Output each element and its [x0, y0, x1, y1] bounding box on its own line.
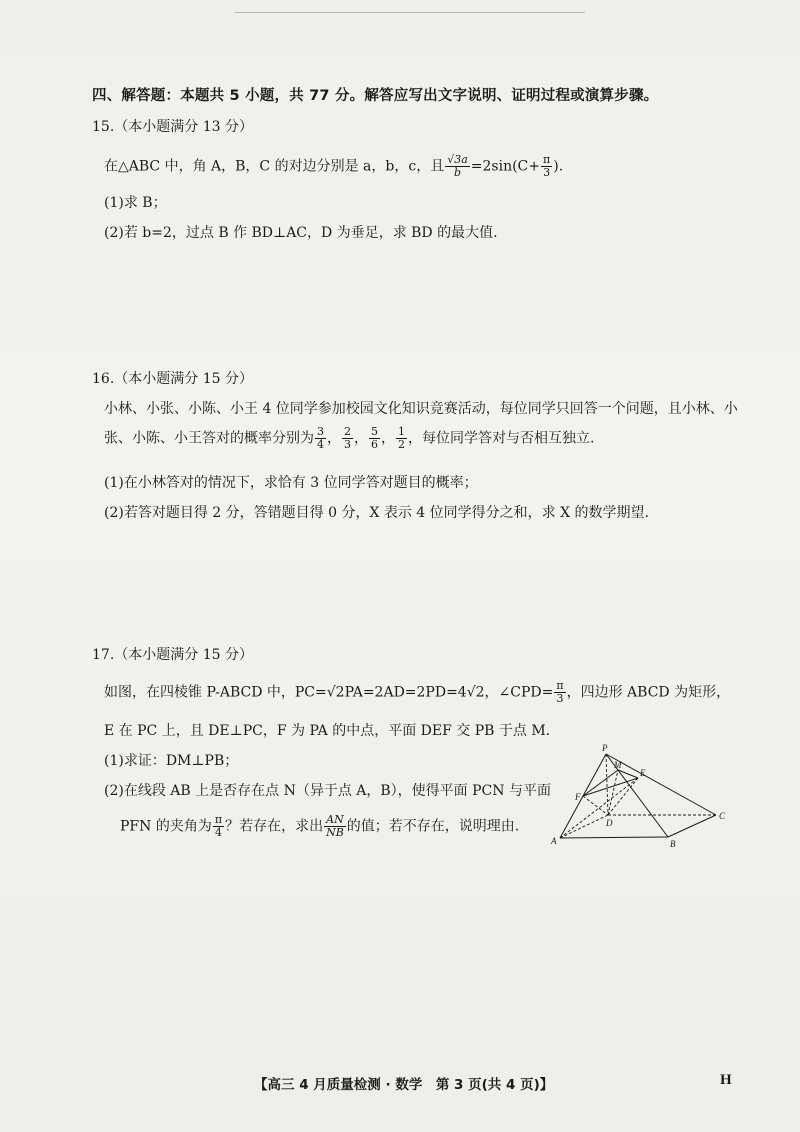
q16-p1-num: 3	[317, 425, 324, 438]
q16-p4-num: 1	[398, 425, 405, 438]
q17-angle-fraction	[554, 680, 565, 705]
q17-ang-den: 3	[556, 692, 564, 705]
q17-q-fraction	[213, 814, 224, 839]
edge-FD	[583, 796, 608, 815]
label-D: D	[606, 818, 613, 828]
q17-part2a: (2)在线段 AB 上是否存在点 N（异于点 A，B），使得平面 PCN 与平面	[104, 783, 551, 799]
section-heading: 四、解答题：本题共 5 小题，共 77 分。解答应写出文字说明、证明过程或演算步骤。	[92, 88, 659, 104]
q16-title: 16.（本小题满分 15 分）	[92, 371, 253, 387]
label-P: P	[602, 743, 608, 753]
q16-p3-num: 5	[371, 425, 378, 438]
q16-stem2-pre: 张、小陈、小王答对的概率分别为	[104, 430, 314, 447]
pyramid-diagram	[548, 740, 748, 855]
q16-stem2: 张、小陈、小王答对的概率分别为 $\frac{3}{4}$ ， $\frac{2}{3}$ ， $\frac{5}{6}$ ， $\frac{1}{2}$ ，每位同学答对与否相互独立.	[104, 425, 595, 451]
top-border-line	[235, 12, 585, 13]
label-E: E	[640, 768, 646, 778]
q17-stem1	[104, 680, 730, 705]
q17-stem1-pre: 如图，在四棱锥 P-ABCD 中，PC=√2PA=2AD=2PD=4√2，∠CPD=	[104, 684, 554, 701]
q15-stem	[104, 154, 563, 179]
label-F: F	[575, 792, 581, 802]
q17-r-den: NB	[326, 826, 344, 839]
pyramid-figure	[548, 740, 748, 855]
q16-p4-den: 2	[398, 438, 405, 451]
q15-stem-mid: =2sin(C+	[470, 158, 541, 175]
q17-title: 17.（本小题满分 15 分）	[92, 647, 253, 663]
q17-part1: (1)求证：DM⊥PB；	[104, 753, 239, 769]
q17-q-num: π	[214, 813, 223, 826]
q16-p2	[342, 426, 353, 451]
label-M: M	[614, 760, 622, 770]
q15-stem-pre: 在△ABC 中，角 A，B，C 的对边分别是 a，b，c，且	[104, 158, 445, 175]
q16-p2-num: 2	[344, 425, 351, 438]
q15-part2: (2)若 b=2，过点 B 作 BD⊥AC，D 为垂足，求 BD 的最大值.	[104, 225, 498, 241]
edge-AD	[560, 815, 608, 838]
label-C: C	[719, 811, 726, 821]
q17-ang-num: π	[556, 679, 564, 692]
q16-p1-den: 4	[317, 438, 324, 451]
q16-part1: (1)在小林答对的情况下，求恰有 3 位同学答对题目的概率；	[104, 475, 478, 491]
label-B: B	[670, 839, 676, 849]
q16-p2-den: 3	[344, 438, 351, 451]
q17-ratio-fraction	[324, 814, 346, 839]
edge-AB	[560, 837, 668, 838]
q15-part1: (1)求 B；	[104, 195, 167, 211]
q17-part2b-post: 的值；若不存在，说明理由.	[346, 818, 520, 835]
q17-stem2: E 在 PC 上，且 DE⊥PC，F 为 PA 的中点，平面 DEF 交 PB 于点 M.	[104, 723, 551, 739]
q16-p4	[396, 426, 407, 451]
edge-AE	[560, 778, 638, 838]
version-mark: H	[720, 1072, 732, 1088]
page-footer: 【高三 4 月质量检测 · 数学 第 3 页(共 4 页)】	[254, 1077, 554, 1093]
q16-p3	[369, 426, 380, 451]
q16-stem1: 小林、小张、小陈、小王 4 位同学参加校园文化知识竞赛活动，每位同学只回答一个问题，且小林、小	[104, 401, 738, 417]
q17-part2b-pre: PFN 的夹角为	[120, 818, 212, 835]
q15-pi-den: 3	[543, 166, 551, 179]
label-A: A	[551, 836, 557, 846]
q15-pi-fraction	[541, 154, 552, 179]
q15-frac-num: √3a	[447, 153, 468, 166]
edge-DE	[608, 778, 638, 815]
q16-stem2-post: ，每位同学答对与否相互独立.	[408, 430, 595, 447]
q15-title: 15.（本小题满分 13 分）	[92, 119, 253, 135]
q16-p1	[315, 426, 326, 451]
q17-part2b	[120, 814, 519, 839]
q15-fraction	[445, 154, 470, 179]
q16-p3-den: 6	[371, 438, 378, 451]
edge-BC	[668, 815, 716, 837]
q15-stem-post: ).	[553, 158, 564, 175]
q15-frac-den: b	[453, 166, 462, 179]
q17-r-num: AN	[324, 814, 346, 827]
edge-FM	[583, 770, 618, 796]
edge-PD	[606, 754, 608, 815]
q17-stem1-post: ，四边形 ABCD 为矩形，	[566, 684, 731, 701]
q16-part2: (2)若答对题目得 2 分，答错题目得 0 分，X 表示 4 位同学得分之和，求 X 的数学期望.	[104, 505, 649, 521]
q17-q-den: 4	[214, 826, 222, 839]
edge-PC	[606, 754, 716, 815]
q15-pi-num: π	[543, 153, 551, 166]
q17-part2b-mid: ？若存在，求出	[225, 818, 324, 835]
